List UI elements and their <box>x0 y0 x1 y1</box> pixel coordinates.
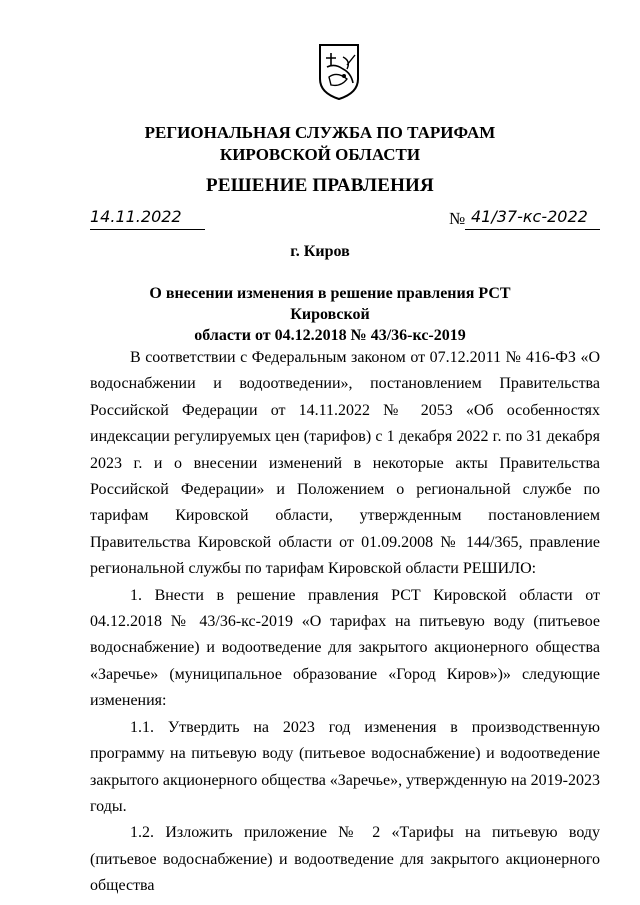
document-subject <box>110 283 550 346</box>
city-name: г. Киров <box>290 243 350 260</box>
body-paragraph-item-1-1: 1.1. Утвердить на 2023 год изменения в производственную программу на питьевую воду (питьевое водоснабжение) и водоотведение закрытого акционерного общества «Заречье», утвержденную на 2019-2023 годы. <box>90 718 600 815</box>
document-body <box>90 345 600 900</box>
document-date: 14.11.2022 <box>90 207 182 226</box>
number-underline <box>465 229 600 230</box>
document-number-label: № <box>449 209 466 228</box>
kirov-coat-of-arms-icon <box>317 43 361 101</box>
date-underline <box>90 229 205 230</box>
body-paragraph-item-1: 1. Внести в решение правления РСТ Кировской области от 04.12.2018 № 43/36-кс-2019 «О тарифах на питьевую воду (питьевое водоснабжение) и водоотведение для закрытого акционерного общества «Заречье» (муниципальное образование «Город Киров»)» следующие изменения: <box>90 586 600 710</box>
subject-line1: О внесении изменения в решение правления РСТ Кировской <box>149 285 511 323</box>
organization-name-line2: КИРОВСКОЙ ОБЛАСТИ <box>219 145 421 164</box>
document-title: РЕШЕНИЕ ПРАВЛЕНИЯ <box>206 175 434 196</box>
document-number: 41/37-кс-2022 <box>471 207 588 226</box>
body-paragraph-preamble: В соответствии с Федеральным законом от 07.12.2011 № 416-ФЗ «О водоснабжении и водоотведении», постановлением Правительства Российской Федерации от 14.11.2022 № 2053 «Об особенностях индексации регулируемых цен (тарифов) с 1 декабря 2022 г. по 31 декабря 2023 г. и о внесении изменений в некоторые акты Правительства Российской Федерации» и Положением о региональной службе по тарифам Кировской области, утвержденным постановлением Правительства Кировской области от 01.09.2008 № 144/365, правление региональной службы по тарифам Кировской области РЕШИЛО: <box>90 349 600 578</box>
subject-line2: области от 04.12.2018 № 43/36-кс-2019 <box>194 327 466 344</box>
body-paragraph-item-1-2: 1.2. Изложить приложение № 2 «Тарифы на питьевую воду (питьевое водоснабжение) и водоотведение для закрытого акционерного общества <box>90 824 600 895</box>
organization-name-line1: РЕГИОНАЛЬНАЯ СЛУЖБА ПО ТАРИФАМ <box>144 123 496 142</box>
